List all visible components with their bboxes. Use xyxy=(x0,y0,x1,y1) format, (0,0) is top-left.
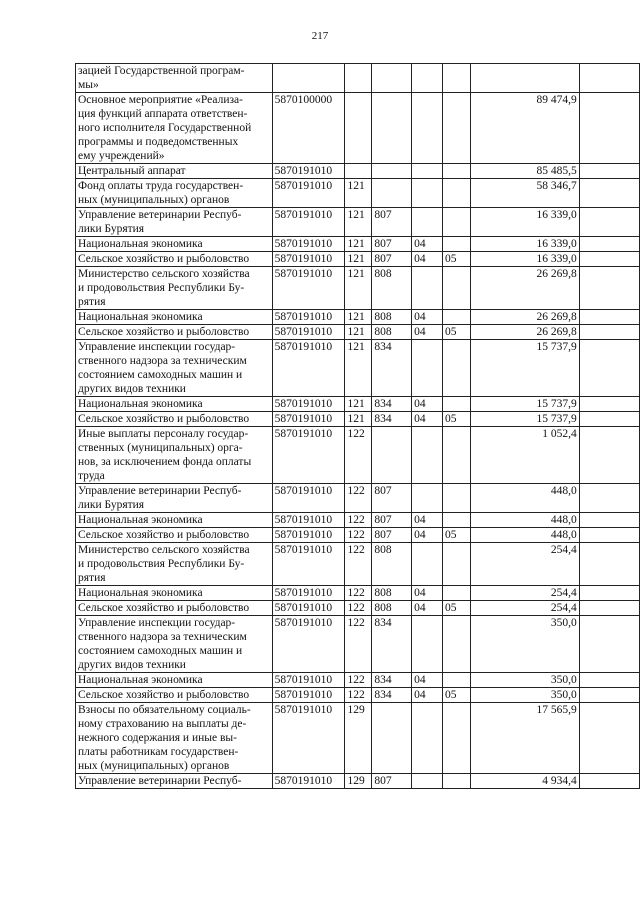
section-cell: 04 xyxy=(412,673,443,688)
admin-code-cell xyxy=(372,179,412,208)
subsection-cell xyxy=(442,179,470,208)
subsection-cell xyxy=(442,93,470,164)
table-row xyxy=(76,586,640,601)
amount-cell: 85 485,5 xyxy=(470,164,579,179)
table-row xyxy=(76,513,640,528)
subsection-cell: 05 xyxy=(442,528,470,543)
row-name-cell: Сельское хозяйство и рыболовство xyxy=(76,601,273,616)
extra-cell xyxy=(579,325,639,340)
admin-code-cell xyxy=(372,93,412,164)
amount-cell: 16 339,0 xyxy=(470,208,579,237)
table-row xyxy=(76,237,640,252)
expense-type-cell: 121 xyxy=(345,310,372,325)
amount-cell: 448,0 xyxy=(470,528,579,543)
expense-type-cell: 122 xyxy=(345,528,372,543)
expense-type-cell xyxy=(345,64,372,93)
expense-type-cell: 122 xyxy=(345,586,372,601)
expense-type-cell: 122 xyxy=(345,513,372,528)
extra-cell xyxy=(579,513,639,528)
admin-code-cell: 807 xyxy=(372,513,412,528)
target-article-cell xyxy=(272,64,345,93)
table-row xyxy=(76,774,640,789)
extra-cell xyxy=(579,601,639,616)
amount-cell: 350,0 xyxy=(470,616,579,673)
table-row xyxy=(76,543,640,586)
extra-cell xyxy=(579,164,639,179)
table-row xyxy=(76,397,640,412)
target-article-cell: 5870191010 xyxy=(272,586,345,601)
subsection-cell xyxy=(442,164,470,179)
admin-code-cell: 834 xyxy=(372,340,412,397)
page-number: 217 xyxy=(311,30,329,42)
section-cell xyxy=(412,427,443,484)
admin-code-cell: 808 xyxy=(372,325,412,340)
row-name-cell: Взносы по обязательному социаль- ному страхованию на выплаты де- нежного содержания и иные вы- платы работникам государствен- ных (муниципальных) органов xyxy=(76,703,273,774)
row-name-cell: Сельское хозяйство и рыболовство xyxy=(76,412,273,427)
section-cell xyxy=(412,93,443,164)
target-article-cell: 5870191010 xyxy=(272,267,345,310)
target-article-cell: 5870100000 xyxy=(272,93,345,164)
section-cell: 04 xyxy=(412,252,443,267)
row-name-cell: Управление ветеринарии Респуб- лики Бурятия xyxy=(76,484,273,513)
admin-code-cell: 807 xyxy=(372,237,412,252)
subsection-cell: 05 xyxy=(442,325,470,340)
table-row xyxy=(76,484,640,513)
extra-cell xyxy=(579,267,639,310)
section-cell xyxy=(412,484,443,513)
section-cell: 04 xyxy=(412,412,443,427)
section-cell xyxy=(412,340,443,397)
table-row xyxy=(76,310,640,325)
row-name-cell: Основное мероприятие «Реализа- ция функций аппарата ответствен- ного исполнителя Государственной программы и подведомственных ему учреждений» xyxy=(76,93,273,164)
table-row xyxy=(76,412,640,427)
section-cell xyxy=(412,208,443,237)
section-cell xyxy=(412,267,443,310)
row-name-cell: Сельское хозяйство и рыболовство xyxy=(76,528,273,543)
subsection-cell xyxy=(442,586,470,601)
extra-cell xyxy=(579,208,639,237)
amount-cell xyxy=(470,64,579,93)
subsection-cell: 05 xyxy=(442,688,470,703)
section-cell xyxy=(412,703,443,774)
admin-code-cell xyxy=(372,164,412,179)
table-row xyxy=(76,703,640,774)
row-name-cell: Национальная экономика xyxy=(76,586,273,601)
extra-cell xyxy=(579,528,639,543)
extra-cell xyxy=(579,179,639,208)
admin-code-cell: 808 xyxy=(372,310,412,325)
admin-code-cell: 834 xyxy=(372,688,412,703)
admin-code-cell: 807 xyxy=(372,774,412,789)
row-name-cell: Фонд оплаты труда государствен- ных (муниципальных) органов xyxy=(76,179,273,208)
target-article-cell: 5870191010 xyxy=(272,325,345,340)
row-name-cell: Сельское хозяйство и рыболовство xyxy=(76,252,273,267)
section-cell: 04 xyxy=(412,601,443,616)
amount-cell: 16 339,0 xyxy=(470,237,579,252)
table-row xyxy=(76,688,640,703)
amount-cell: 58 346,7 xyxy=(470,179,579,208)
expense-type-cell: 129 xyxy=(345,703,372,774)
admin-code-cell: 807 xyxy=(372,252,412,267)
target-article-cell: 5870191010 xyxy=(272,310,345,325)
amount-cell: 89 474,9 xyxy=(470,93,579,164)
expense-type-cell: 122 xyxy=(345,601,372,616)
extra-cell xyxy=(579,427,639,484)
section-cell: 04 xyxy=(412,528,443,543)
amount-cell: 254,4 xyxy=(470,543,579,586)
admin-code-cell xyxy=(372,427,412,484)
target-article-cell: 5870191010 xyxy=(272,688,345,703)
table-row xyxy=(76,340,640,397)
expense-type-cell: 121 xyxy=(345,412,372,427)
admin-code-cell: 808 xyxy=(372,586,412,601)
table-row xyxy=(76,267,640,310)
section-cell xyxy=(412,616,443,673)
admin-code-cell xyxy=(372,64,412,93)
table-row xyxy=(76,616,640,673)
table-row xyxy=(76,179,640,208)
subsection-cell xyxy=(442,427,470,484)
admin-code-cell: 808 xyxy=(372,267,412,310)
table-row xyxy=(76,93,640,164)
row-name-cell: Управление ветеринарии Респуб- лики Бурятия xyxy=(76,208,273,237)
amount-cell: 26 269,8 xyxy=(470,310,579,325)
admin-code-cell: 808 xyxy=(372,601,412,616)
subsection-cell xyxy=(442,64,470,93)
target-article-cell: 5870191010 xyxy=(272,528,345,543)
section-cell xyxy=(412,179,443,208)
expense-type-cell: 129 xyxy=(345,774,372,789)
budget-table xyxy=(75,63,640,789)
target-article-cell: 5870191010 xyxy=(272,673,345,688)
subsection-cell xyxy=(442,774,470,789)
subsection-cell xyxy=(442,484,470,513)
subsection-cell xyxy=(442,616,470,673)
expense-type-cell: 122 xyxy=(345,427,372,484)
row-name-cell: Национальная экономика xyxy=(76,310,273,325)
expense-type-cell xyxy=(345,93,372,164)
amount-cell: 15 737,9 xyxy=(470,397,579,412)
expense-type-cell: 121 xyxy=(345,325,372,340)
expense-type-cell: 122 xyxy=(345,616,372,673)
expense-type-cell: 122 xyxy=(345,688,372,703)
subsection-cell xyxy=(442,513,470,528)
extra-cell xyxy=(579,64,639,93)
subsection-cell xyxy=(442,267,470,310)
subsection-cell xyxy=(442,543,470,586)
section-cell: 04 xyxy=(412,325,443,340)
row-name-cell: Министерство сельского хозяйства и продовольствия Республики Бу- рятия xyxy=(76,267,273,310)
subsection-cell: 05 xyxy=(442,601,470,616)
subsection-cell: 05 xyxy=(442,252,470,267)
section-cell: 04 xyxy=(412,237,443,252)
subsection-cell xyxy=(442,397,470,412)
extra-cell xyxy=(579,93,639,164)
amount-cell: 448,0 xyxy=(470,513,579,528)
target-article-cell: 5870191010 xyxy=(272,427,345,484)
row-name-cell: Министерство сельского хозяйства и продовольствия Республики Бу- рятия xyxy=(76,543,273,586)
expense-type-cell: 121 xyxy=(345,340,372,397)
admin-code-cell xyxy=(372,703,412,774)
section-cell: 04 xyxy=(412,397,443,412)
target-article-cell: 5870191010 xyxy=(272,252,345,267)
section-cell: 04 xyxy=(412,688,443,703)
amount-cell: 17 565,9 xyxy=(470,703,579,774)
admin-code-cell: 807 xyxy=(372,484,412,513)
amount-cell: 448,0 xyxy=(470,484,579,513)
amount-cell: 254,4 xyxy=(470,601,579,616)
row-name-cell: Иные выплаты персоналу государ- ственных (муниципальных) орга- нов, за исключением фонда оплаты труда xyxy=(76,427,273,484)
admin-code-cell: 808 xyxy=(372,543,412,586)
section-cell xyxy=(412,543,443,586)
extra-cell xyxy=(579,340,639,397)
expense-type-cell: 121 xyxy=(345,179,372,208)
row-name-cell: Управление ветеринарии Респуб- xyxy=(76,774,273,789)
table-row xyxy=(76,601,640,616)
amount-cell: 16 339,0 xyxy=(470,252,579,267)
row-name-cell: Управление инспекции государ- ственного надзора за техническим состоянием самоходных машин и других видов техники xyxy=(76,616,273,673)
section-cell: 04 xyxy=(412,586,443,601)
table-row xyxy=(76,208,640,237)
target-article-cell: 5870191010 xyxy=(272,397,345,412)
section-cell xyxy=(412,774,443,789)
expense-type-cell: 121 xyxy=(345,397,372,412)
extra-cell xyxy=(579,673,639,688)
admin-code-cell: 834 xyxy=(372,412,412,427)
expense-type-cell: 121 xyxy=(345,267,372,310)
target-article-cell: 5870191010 xyxy=(272,164,345,179)
amount-cell: 26 269,8 xyxy=(470,267,579,310)
extra-cell xyxy=(579,774,639,789)
amount-cell: 350,0 xyxy=(470,673,579,688)
section-cell xyxy=(412,64,443,93)
row-name-cell: зацией Государственной програм- мы» xyxy=(76,64,273,93)
extra-cell xyxy=(579,688,639,703)
table-row xyxy=(76,528,640,543)
extra-cell xyxy=(579,703,639,774)
expense-type-cell: 122 xyxy=(345,673,372,688)
amount-cell: 350,0 xyxy=(470,688,579,703)
row-name-cell: Национальная экономика xyxy=(76,513,273,528)
amount-cell: 1 052,4 xyxy=(470,427,579,484)
section-cell xyxy=(412,164,443,179)
extra-cell xyxy=(579,543,639,586)
extra-cell xyxy=(579,237,639,252)
amount-cell: 4 934,4 xyxy=(470,774,579,789)
target-article-cell: 5870191010 xyxy=(272,179,345,208)
table-row xyxy=(76,252,640,267)
extra-cell xyxy=(579,616,639,673)
extra-cell xyxy=(579,586,639,601)
target-article-cell: 5870191010 xyxy=(272,601,345,616)
amount-cell: 254,4 xyxy=(470,586,579,601)
expense-type-cell: 121 xyxy=(345,237,372,252)
target-article-cell: 5870191010 xyxy=(272,208,345,237)
target-article-cell: 5870191010 xyxy=(272,513,345,528)
admin-code-cell: 834 xyxy=(372,673,412,688)
target-article-cell: 5870191010 xyxy=(272,543,345,586)
row-name-cell: Сельское хозяйство и рыболовство xyxy=(76,688,273,703)
subsection-cell xyxy=(442,237,470,252)
table-row xyxy=(76,164,640,179)
row-name-cell: Национальная экономика xyxy=(76,397,273,412)
table-row xyxy=(76,325,640,340)
subsection-cell xyxy=(442,673,470,688)
table-row xyxy=(76,427,640,484)
amount-cell: 26 269,8 xyxy=(470,325,579,340)
extra-cell xyxy=(579,484,639,513)
amount-cell: 15 737,9 xyxy=(470,340,579,397)
expense-type-cell: 121 xyxy=(345,208,372,237)
admin-code-cell: 834 xyxy=(372,616,412,673)
section-cell: 04 xyxy=(412,310,443,325)
extra-cell xyxy=(579,252,639,267)
row-name-cell: Управление инспекции государ- ственного надзора за техническим состоянием самоходных машин и других видов техники xyxy=(76,340,273,397)
row-name-cell: Сельское хозяйство и рыболовство xyxy=(76,325,273,340)
extra-cell xyxy=(579,412,639,427)
subsection-cell xyxy=(442,310,470,325)
section-cell: 04 xyxy=(412,513,443,528)
row-name-cell: Центральный аппарат xyxy=(76,164,273,179)
subsection-cell xyxy=(442,208,470,237)
row-name-cell: Национальная экономика xyxy=(76,673,273,688)
target-article-cell: 5870191010 xyxy=(272,484,345,513)
amount-cell: 15 737,9 xyxy=(470,412,579,427)
admin-code-cell: 807 xyxy=(372,208,412,237)
subsection-cell xyxy=(442,703,470,774)
target-article-cell: 5870191010 xyxy=(272,703,345,774)
expense-type-cell xyxy=(345,164,372,179)
target-article-cell: 5870191010 xyxy=(272,774,345,789)
row-name-cell: Национальная экономика xyxy=(76,237,273,252)
expense-type-cell: 122 xyxy=(345,484,372,513)
table-row xyxy=(76,64,640,93)
extra-cell xyxy=(579,397,639,412)
subsection-cell xyxy=(442,340,470,397)
expense-type-cell: 121 xyxy=(345,252,372,267)
target-article-cell: 5870191010 xyxy=(272,616,345,673)
subsection-cell: 05 xyxy=(442,412,470,427)
target-article-cell: 5870191010 xyxy=(272,340,345,397)
table-body xyxy=(76,64,640,789)
expense-type-cell: 122 xyxy=(345,543,372,586)
target-article-cell: 5870191010 xyxy=(272,412,345,427)
target-article-cell: 5870191010 xyxy=(272,237,345,252)
table-row xyxy=(76,673,640,688)
extra-cell xyxy=(579,310,639,325)
admin-code-cell: 834 xyxy=(372,397,412,412)
admin-code-cell: 807 xyxy=(372,528,412,543)
